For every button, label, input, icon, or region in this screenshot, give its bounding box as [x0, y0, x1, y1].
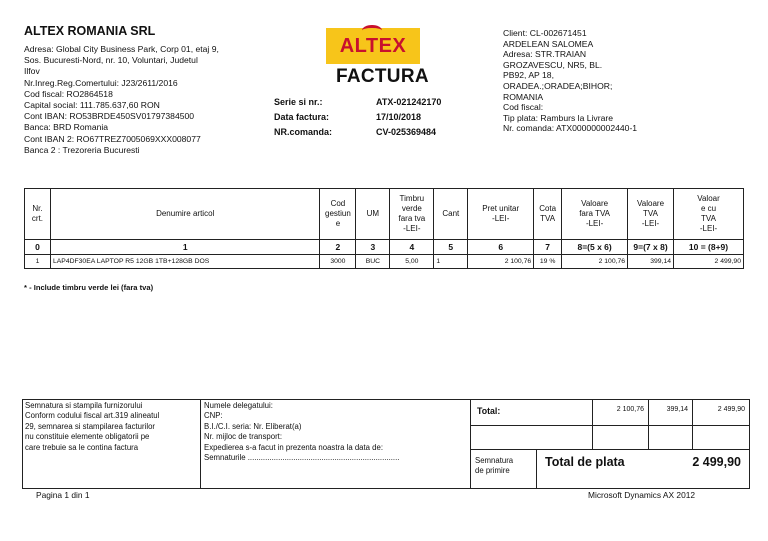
- legal-note-line: nu constituie elemente obligatorii pe: [25, 432, 150, 442]
- supplier-line: Sos. Bucuresti-Nord, nr. 10, Voluntari, Judetul: [24, 55, 198, 66]
- index-cell: 10 = (8+9): [674, 240, 744, 255]
- client-line: Adresa: STR.TRAIAN: [503, 49, 587, 60]
- col-header: Cant: [434, 189, 468, 240]
- supplier-name: ALTEX ROMANIA SRL: [24, 24, 156, 38]
- cell-unit-price: 2 100,76: [468, 255, 534, 269]
- cell-green-stamp: 5,00: [390, 255, 434, 269]
- column-index-row: [25, 240, 744, 255]
- index-cell: 8=(5 x 6): [562, 240, 628, 255]
- col-header: Valoare fara TVA -LEI-: [562, 189, 628, 240]
- cell-nr: 1: [25, 255, 51, 269]
- logo-swoosh-icon: [362, 25, 382, 36]
- total-to-pay: [537, 450, 749, 488]
- invoice-meta: [274, 95, 441, 140]
- total-gross: 2 499,90: [693, 400, 749, 426]
- total-net: 2 100,76: [593, 400, 649, 426]
- meta-label: Serie si nr.:: [274, 97, 323, 107]
- delegate-box: [201, 400, 471, 488]
- cell-code: 3000: [320, 255, 356, 269]
- index-cell: 3: [356, 240, 390, 255]
- meta-value: 17/10/2018: [376, 112, 422, 122]
- meta-value: CV-025369484: [376, 127, 437, 137]
- client-line: Client: CL-002671451: [503, 28, 587, 38]
- delegate-line: CNP:: [204, 411, 223, 421]
- delegate-signature-line: Semnaturile ......................................................................: [204, 453, 400, 463]
- delegate-line: Nr. mijloc de transport:: [204, 432, 282, 442]
- supplier-line: Banca: BRD Romania: [24, 122, 109, 133]
- cell-net-value: 2 100,76: [562, 255, 628, 269]
- col-header: Nr. crt.: [25, 189, 51, 240]
- meta-row: [274, 110, 441, 125]
- index-cell: 1: [50, 240, 319, 255]
- supplier-line: Ilfov: [24, 66, 40, 77]
- col-header: UM: [356, 189, 390, 240]
- page-number: Pagina 1 din 1: [36, 490, 90, 500]
- supplier-line: Capital social: 111.785.637,60 RON: [24, 100, 160, 111]
- cell-vat-value: 399,14: [628, 255, 674, 269]
- index-cell: 4: [390, 240, 434, 255]
- supplier-line: Cod fiscal: RO2864518: [24, 88, 113, 99]
- col-header: Cod gestiun e: [320, 189, 356, 240]
- total-vat: 399,14: [649, 400, 693, 426]
- supplier-signature-box: [23, 400, 201, 488]
- client-line: GROZAVESCU, NR5, BL.: [503, 59, 603, 70]
- total-to-pay-value: 2 499,90: [692, 455, 741, 469]
- legal-note-line: care trebuie sa le contina factura: [25, 442, 139, 452]
- client-line: ROMANIA: [503, 91, 544, 102]
- meta-row: [274, 95, 441, 110]
- invoice-footer: [22, 399, 750, 489]
- green-stamp-note: * - Include timbru verde lei (fara tva): [24, 283, 154, 292]
- document-title: FACTURA: [336, 66, 429, 87]
- index-cell: 2: [320, 240, 356, 255]
- col-header: Timbru verde fara tva -LEI-: [390, 189, 434, 240]
- cell-vat-rate: 19 %: [534, 255, 562, 269]
- table-row: [25, 255, 744, 269]
- total-spacer: [471, 426, 593, 450]
- items-table: [24, 188, 744, 269]
- table-header-row: [25, 189, 744, 240]
- meta-value: ATX-021242170: [376, 97, 442, 107]
- client-line: ORADEA.;ORADEA;BIHOR;: [503, 80, 613, 91]
- supplier-line: Banca 2 : Trezoreria Bucuresti: [24, 144, 140, 155]
- col-header: Denumire articol: [50, 189, 319, 240]
- col-header: Valoare TVA -LEI-: [628, 189, 674, 240]
- cell-gross-value: 2 499,90: [674, 255, 744, 269]
- total-spacer: [593, 426, 649, 450]
- total-to-pay-label: Total de plata: [545, 455, 625, 469]
- index-cell: 6: [468, 240, 534, 255]
- delegate-line: Expedierea s-a facut in prezenta noastra la data de:: [204, 442, 384, 452]
- supplier-signature-title: Semnatura si stampila furnizorului: [25, 401, 143, 410]
- meta-row: [274, 125, 441, 140]
- client-line: Cod fiscal:: [503, 102, 544, 113]
- system-name: Microsoft Dynamics AX 2012: [588, 490, 696, 500]
- altex-logo: [326, 28, 420, 64]
- totals-box: [471, 400, 749, 488]
- cell-um: BUC: [356, 255, 390, 269]
- col-header: Valoar e cu TVA -LEI-: [674, 189, 744, 240]
- total-spacer: [693, 426, 749, 450]
- index-cell: 0: [25, 240, 51, 255]
- total-spacer: [649, 426, 693, 450]
- supplier-line: Cont IBAN 2: RO67TREZ7005069XXX008077: [24, 133, 201, 144]
- index-cell: 7: [534, 240, 562, 255]
- supplier-line: Adresa: Global City Business Park, Corp 01, etaj 9,: [24, 44, 219, 54]
- col-header: Pret unitar -LEI-: [468, 189, 534, 240]
- receipt-signature-line: de primire: [475, 466, 510, 475]
- cell-qty: 1: [434, 255, 468, 269]
- receipt-signature-line: Semnatura: [475, 456, 514, 465]
- delegate-line: B.I./C.I. seria: Nr. Eliberat(a): [204, 421, 302, 431]
- client-line: Nr. comanda: ATX000000002440-1: [503, 123, 638, 134]
- supplier-line: Nr.Inreg.Reg.Comertului: J23/2611/2016: [24, 77, 178, 88]
- legal-note-line: 29, semnarea si stampilarea facturilor: [25, 421, 156, 431]
- index-cell: 9=(7 x 8): [628, 240, 674, 255]
- client-line: ARDELEAN SALOMEA: [503, 38, 594, 49]
- meta-label: NR.comanda:: [274, 127, 333, 137]
- legal-note-line: Conform codului fiscal art.319 alineatul: [25, 411, 160, 421]
- client-line: PB92, AP 18,: [503, 70, 554, 81]
- col-header: Cota TVA: [534, 189, 562, 240]
- logo-text: ALTEX: [339, 34, 407, 57]
- total-label: Total:: [471, 400, 593, 426]
- index-cell: 5: [434, 240, 468, 255]
- delegate-line: Numele delegatului:: [204, 401, 273, 410]
- supplier-block: [24, 24, 264, 156]
- receipt-signature: [471, 450, 537, 488]
- supplier-line: Cont IBAN: RO53BRDE450SV01797384500: [24, 111, 195, 122]
- client-block: [503, 28, 748, 134]
- cell-description: LAP4DF30EA LAPTOP R5 12GB 1TB+128GB DOS: [50, 255, 319, 269]
- client-line: Tip plata: Ramburs la Livrare: [503, 112, 614, 123]
- meta-label: Data factura:: [274, 112, 330, 122]
